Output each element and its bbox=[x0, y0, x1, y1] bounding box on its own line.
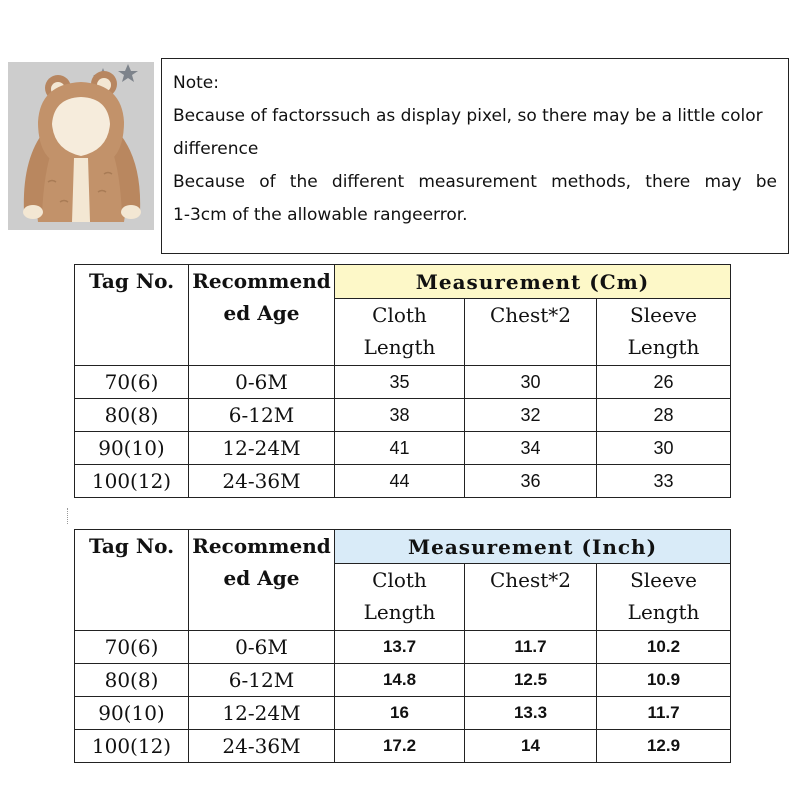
note-line-3: Because of the different measurement methods, there may be bbox=[173, 172, 777, 192]
cloth-cell: 35 bbox=[335, 366, 465, 399]
size-table-inch bbox=[74, 529, 731, 763]
divider-mark bbox=[67, 508, 69, 524]
tag-cell: 90(10) bbox=[75, 432, 189, 465]
tag-cell: 80(8) bbox=[75, 399, 189, 432]
note-box bbox=[161, 58, 789, 254]
sleeve-cell: 33 bbox=[597, 465, 731, 498]
sleeve-cell: 28 bbox=[597, 399, 731, 432]
age-cell: 0-6M bbox=[189, 366, 335, 399]
age-cell: 24-36M bbox=[189, 465, 335, 498]
note-line-2: difference bbox=[173, 139, 259, 159]
measurement-header: Measurement (Inch) bbox=[335, 530, 731, 564]
tag-cell: 70(6) bbox=[75, 631, 189, 664]
age-header-line-2: ed Age bbox=[223, 566, 300, 590]
tag-cell: 90(10) bbox=[75, 697, 189, 730]
cloth-cell: 44 bbox=[335, 465, 465, 498]
table-row bbox=[75, 697, 731, 730]
chest-cell: 11.7 bbox=[465, 631, 597, 664]
col-cloth-line-1: Cloth bbox=[372, 568, 427, 592]
tag-cell: 100(12) bbox=[75, 730, 189, 763]
sleeve-cell: 10.2 bbox=[597, 631, 731, 664]
size-table-cm bbox=[74, 264, 731, 498]
age-header-line-2: ed Age bbox=[223, 301, 300, 325]
table-row bbox=[75, 399, 731, 432]
col-sleeve-length bbox=[597, 564, 731, 631]
sleeve-cell: 26 bbox=[597, 366, 731, 399]
col-cloth-line-2: Length bbox=[363, 335, 436, 359]
sleeve-cell: 12.9 bbox=[597, 730, 731, 763]
age-cell: 0-6M bbox=[189, 631, 335, 664]
col-cloth-length bbox=[335, 564, 465, 631]
col-sleeve-line-2: Length bbox=[627, 600, 700, 624]
cloth-cell: 38 bbox=[335, 399, 465, 432]
chest-cell: 36 bbox=[465, 465, 597, 498]
cloth-cell: 16 bbox=[335, 697, 465, 730]
col-cloth-line-2: Length bbox=[363, 600, 436, 624]
chest-cell: 13.3 bbox=[465, 697, 597, 730]
tag-cell: 80(8) bbox=[75, 664, 189, 697]
note-line-1: Because of factorssuch as display pixel, so there may be a little color bbox=[173, 106, 763, 126]
product-photo bbox=[8, 62, 154, 230]
table-row bbox=[75, 366, 731, 399]
cloth-cell: 13.7 bbox=[335, 631, 465, 664]
cloth-cell: 14.8 bbox=[335, 664, 465, 697]
table-row bbox=[75, 631, 731, 664]
col-sleeve-length bbox=[597, 299, 731, 366]
hooded-plush-coat-image bbox=[8, 62, 154, 230]
chest-cell: 34 bbox=[465, 432, 597, 465]
sleeve-cell: 30 bbox=[597, 432, 731, 465]
age-cell: 12-24M bbox=[189, 697, 335, 730]
col-sleeve-line-1: Sleeve bbox=[630, 568, 697, 592]
chest-cell: 32 bbox=[465, 399, 597, 432]
table-row bbox=[75, 664, 731, 697]
age-cell: 24-36M bbox=[189, 730, 335, 763]
age-cell: 6-12M bbox=[189, 399, 335, 432]
chest-cell: 12.5 bbox=[465, 664, 597, 697]
table-row bbox=[75, 465, 731, 498]
age-cell: 12-24M bbox=[189, 432, 335, 465]
col-cloth-length bbox=[335, 299, 465, 366]
cloth-cell: 17.2 bbox=[335, 730, 465, 763]
col-cloth-line-1: Cloth bbox=[372, 303, 427, 327]
age-header bbox=[189, 265, 335, 366]
sleeve-cell: 10.9 bbox=[597, 664, 731, 697]
note-line-4: 1-3cm of the allowable rangeerror. bbox=[173, 205, 468, 225]
tag-header: Tag No. bbox=[75, 265, 189, 366]
tag-cell: 70(6) bbox=[75, 366, 189, 399]
age-header bbox=[189, 530, 335, 631]
cloth-cell: 41 bbox=[335, 432, 465, 465]
col-sleeve-line-1: Sleeve bbox=[630, 303, 697, 327]
note-title: Note: bbox=[173, 73, 219, 93]
tag-cell: 100(12) bbox=[75, 465, 189, 498]
sleeve-cell: 11.7 bbox=[597, 697, 731, 730]
chest-cell: 14 bbox=[465, 730, 597, 763]
col-chest: Chest*2 bbox=[465, 564, 597, 631]
age-header-line-1: Recommend bbox=[192, 269, 331, 293]
measurement-header: Measurement (Cm) bbox=[335, 265, 731, 299]
table-row bbox=[75, 432, 731, 465]
table-row bbox=[75, 730, 731, 763]
age-cell: 6-12M bbox=[189, 664, 335, 697]
col-chest: Chest*2 bbox=[465, 299, 597, 366]
col-sleeve-line-2: Length bbox=[627, 335, 700, 359]
tag-header: Tag No. bbox=[75, 530, 189, 631]
chest-cell: 30 bbox=[465, 366, 597, 399]
age-header-line-1: Recommend bbox=[192, 534, 331, 558]
